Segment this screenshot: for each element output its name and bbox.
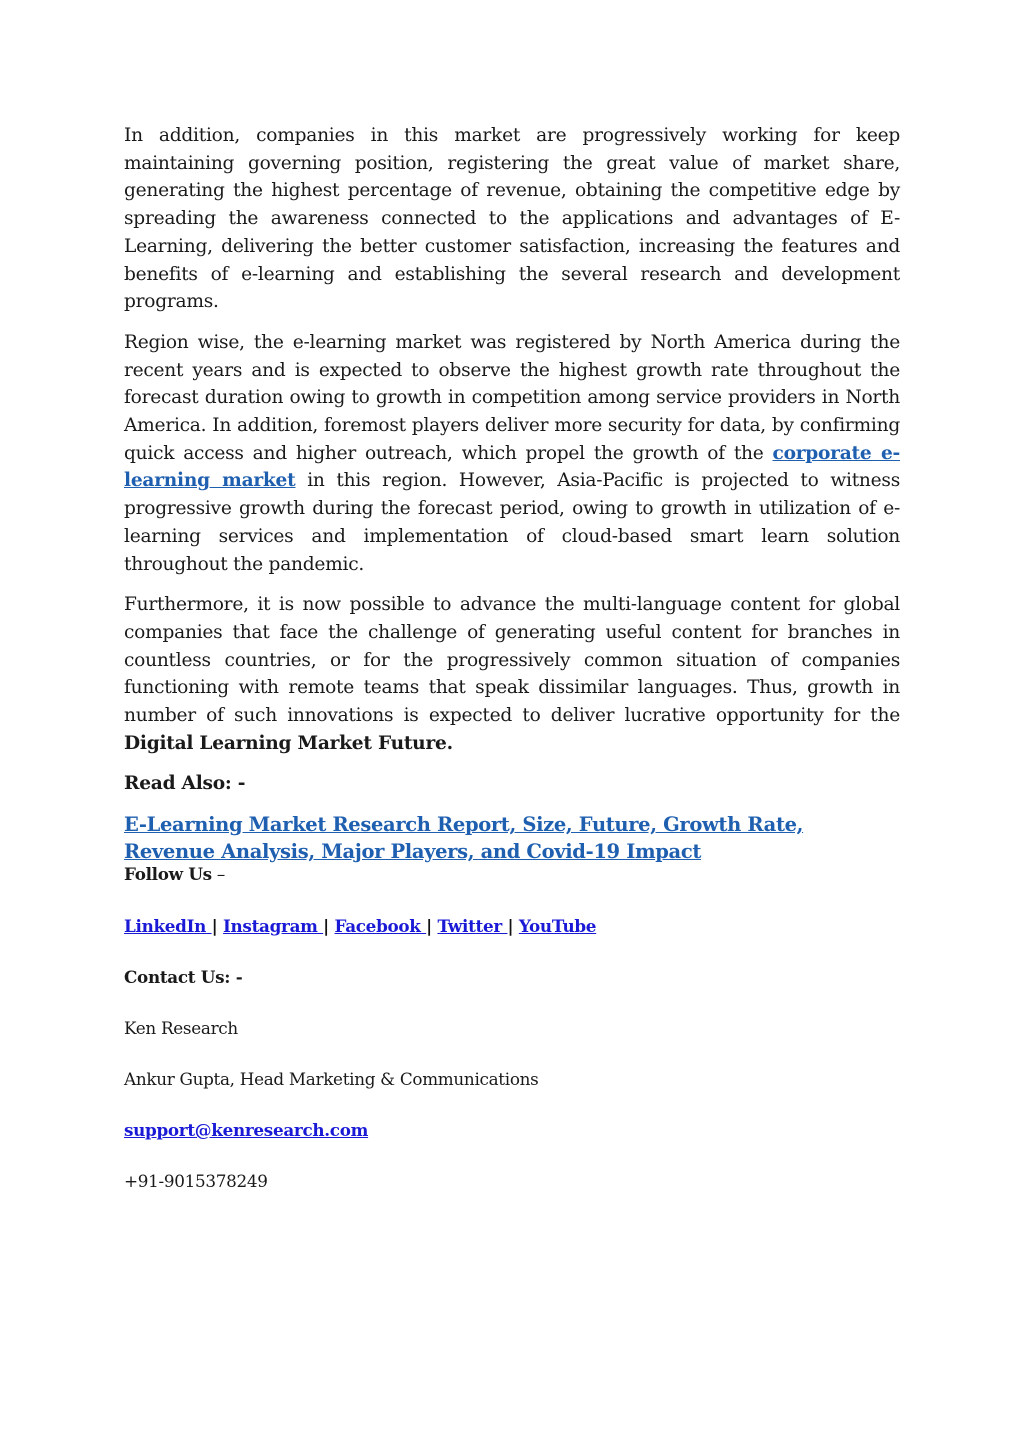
paragraph-region-text-start: Region wise, the e-learning market was registered by North America during the recent years and is expected to observe the highest growth rate throughout the forecast duration owing to growth in competition among service providers in North America. In addition, foremost players deliver more security for data, by confirming quick access and higher outreach, which propel the growth of the <box>124 331 900 464</box>
follow-us-label: Follow Us <box>124 864 212 884</box>
paragraph-companies: In addition, companies in this market are progressively working for keep maintaining governing position, registering the great value of market share, generating the highest percentage of revenue, obtaining the competitive edge by spreading the awareness connected to the applications and advantages of E-Learning, delivering the better customer satisfaction, increasing the features and benefits of e-learning and establishing the several research and development programs. <box>124 125 900 313</box>
phone-number: +91-9015378249 <box>124 1171 268 1191</box>
company-name: Ken Research <box>124 1018 238 1038</box>
linkedin-link[interactable]: LinkedIn <box>124 916 212 936</box>
document-page <box>124 122 900 865</box>
digital-learning-future-text: Digital Learning Market Future. <box>124 732 453 754</box>
youtube-link[interactable]: YouTube <box>518 916 597 936</box>
instagram-link[interactable]: Instagram <box>222 916 324 936</box>
separator: | <box>211 916 223 936</box>
read-also-heading: Read Also: - <box>124 773 246 795</box>
follow-us-dash: – <box>211 864 225 884</box>
separator: | <box>323 916 335 936</box>
paragraph-furthermore-text: Furthermore, it is now possible to advance the multi-language content for global companies that face the challenge of generating useful content for branches in countless countries, or for the progressively common situation of companies functioning with remote teams that speak dissimilar languages. Thus, growth in number of such innovations is expected to deliver lucrative opportunity for the <box>124 594 900 727</box>
support-email-link[interactable]: support@kenresearch.com <box>124 1120 369 1140</box>
paragraph-region-text-end: in this region. However, Asia-Pacific is projected to witness progressive growth during the forecast period, owing to growth in utilization of e-learning services and implementation of cloud-based smart learn solution throughout the pandemic. <box>124 470 900 575</box>
contact-us-heading: Contact Us: - <box>124 967 243 987</box>
contact-person: Ankur Gupta, Head Marketing & Communications <box>124 1069 539 1089</box>
social-links <box>124 915 596 937</box>
separator: | <box>507 916 519 936</box>
separator: | <box>426 916 438 936</box>
follow-us-heading <box>124 863 225 885</box>
paragraph-furthermore <box>124 591 900 757</box>
twitter-link[interactable]: Twitter <box>437 916 508 936</box>
paragraph-region <box>124 329 900 578</box>
facebook-link[interactable]: Facebook <box>334 916 427 936</box>
corporate-elearning-link[interactable]: corporate e-learning market <box>124 442 901 492</box>
read-also-link[interactable]: E-Learning Market Research Report, Size, Future, Growth Rate, Revenue Analysis, Major Players, and Covid-19 Impact <box>124 813 804 864</box>
